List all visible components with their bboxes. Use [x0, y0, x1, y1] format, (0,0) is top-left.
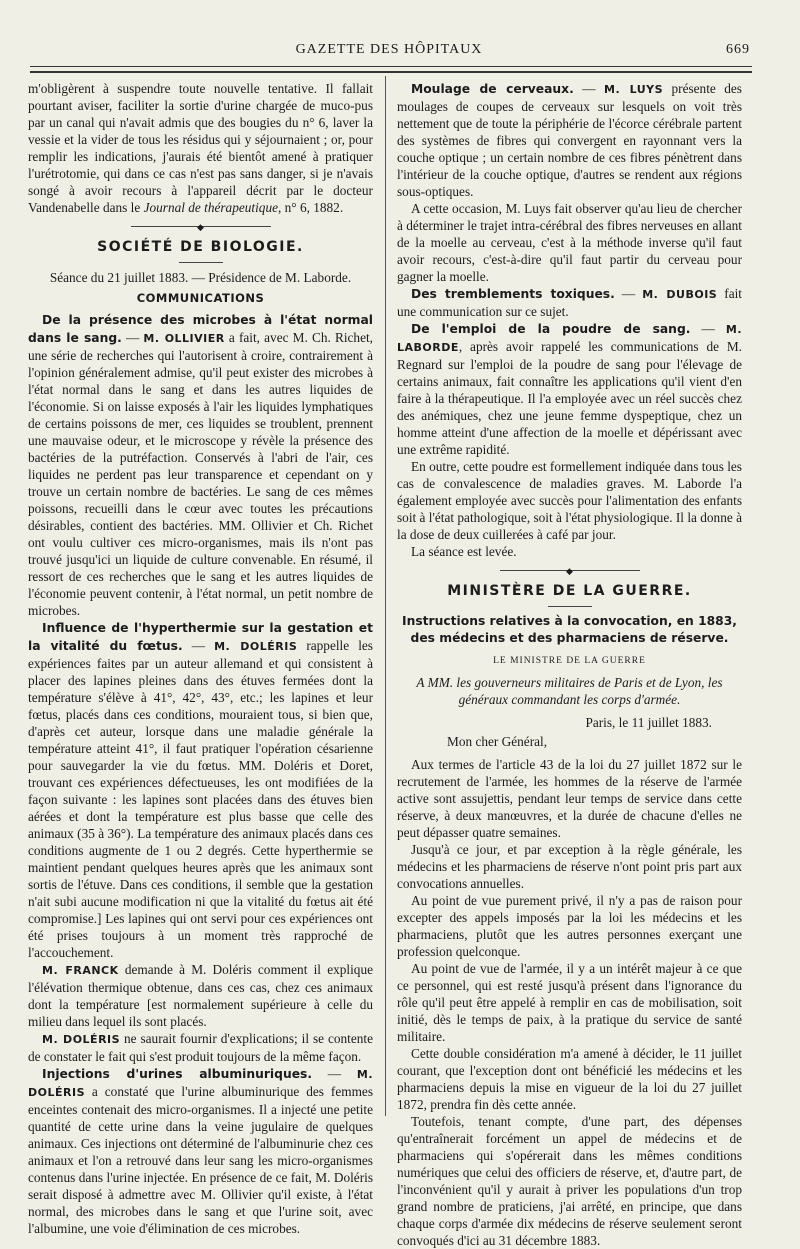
column-divider — [385, 76, 386, 1116]
paragraph: En outre, cette poudre est formellement indiquée dans tous les cas de convalescence de maladies graves. M. Laborde l'a également employée avec succès pour l'alimentation des enfants soit à l'état pathologique, soit à l'état physiologique. Il la donne à la dose de deux cuillerées à café par jour. — [397, 459, 742, 542]
paragraph: Cette double considération m'a amené à décider, le 11 juillet courant, que l'exception dont ont bénéficié les médecins et les pharmaciens depuis la mise en vigueur de la loi du 27 juillet 1872, prendra fin dès cette année. — [397, 1046, 742, 1112]
paragraph: A cette occasion, M. Luys fait observer qu'au lieu de chercher à déterminer le trajet intra-cérébral des fibres nerveuses en allant de la moelle au cerveau, c'est à la méthode inverse qu'il faut avoir recours, c'est-à-dire qu'il faut partir du cerveau pour gagner la moelle. — [397, 201, 742, 284]
paragraph: Toutefois, tenant compte, d'une part, des dépenses qu'entraînerait forcément un appel de médecins et de pharmaciens qui s'opérerait dans les mêmes conditions numériques que celui des officiers de réserve, et, d'autre part, de l'inconvénient qu'il y aurait à priver les populations d'un trop grand nombre de praticiens, j'ai arrêté, en principe, que dans chaque corps d'armée dix médecins de réserve seulement seront convoqués d'ici au 31 décembre 1883. — [397, 1114, 742, 1248]
header-rule — [30, 66, 752, 73]
paragraph: Au point de vue de l'armée, il y a un intérêt majeur à ce que ce personnel, qui est resté jusqu'à présent dans l'ignorance du rôle qu'il peut être appelé à remplir en cas de mobilisation, soit initié, dès le temps de paix, à la pratique du service de santé militaire. — [397, 961, 742, 1044]
paragraph: Injections d'urines albuminuriques. — M. DOLÉRIS a constaté que l'urine albuminurique des femmes enceintes contenait des micro-organismes. Il a injecté une petite quantité de cette urine dans la veine jugulaire de quelques animaux. Ces injections ont déterminé de l'albuminurie chez ces animaux et l'on a retrouvé dans leur sang les micro-organismes contenus dans l'urine injectée. En présence de ce fait, M. Doléris serait disposé à admettre avec M. Ollivier qu'il existe, à l'état normal, des microbes dans le sang et que l'urine soit, avec l'albumine, une voie d'élimination de ces microbes. — [28, 1066, 373, 1236]
item-title: Moulage de cerveaux. — [411, 82, 574, 96]
minister-line: LE MINISTRE DE LA GUERRE — [493, 656, 646, 666]
paragraph: Moulage de cerveaux. — M. LUYS présente des moulages de coupes de cerveaux sur lesquels on voit très nettement que de toute la périphérie de l'écorce cérébrale partent des systèmes de fibres qui convergent en rayonnant vers la couche optique ; un certain nombre de ces fibres pénètrent dans l'intérieur de la couche optique, d'autres se rendent aux régions sous-optiques. — [397, 81, 742, 199]
subhead-communications: COMMUNICATIONS — [136, 291, 265, 305]
ornament-divider — [131, 226, 271, 227]
seance-line: Séance du 21 juillet 1883. — Présidence de M. Laborde. — [49, 270, 352, 285]
paragraph: Des tremblements toxiques. — M. DUBOIS fait une communication sur ce sujet. — [397, 286, 742, 319]
section-title-societe-biologie: SOCIÉTÉ DE BIOLOGIE. — [97, 239, 304, 255]
dateline: Paris, le 11 juillet 1883. — [585, 715, 712, 730]
closing-line: La séance est levée. — [411, 544, 517, 559]
addressee: A MM. les gouverneurs militaires de Paris et de Lyon, les généraux commandant les corps d'armée. — [416, 675, 723, 707]
paragraph: M. DOLÉRIS ne saurait fournir d'explications; il se contente de constater le fait qui s'est produit toujours de la même façon. — [28, 1031, 373, 1064]
short-rule — [179, 262, 223, 263]
item-title: De l'emploi de la poudre de sang. — [411, 322, 691, 336]
section-title-ministere: MINISTÈRE DE LA GUERRE. — [447, 583, 692, 599]
paragraph: Influence de l'hyperthermie sur la gestation et la vitalité du fœtus. — M. DOLÉRIS rappelle les expériences faites par un auteur allemand et qui consistent à placer des lapines pleines dans des étuves fermées dont la température s'élève à 41°, 42°, 43°, etc.; les lapines et leur fœtus, placés dans ces conditions, mouraient tous, si bien que, d'après cet auteur, lorsque dans une maladie générale la température atteint 41°, il faut pratiquer l'opération césarienne pour sauvegarder la vie du fœtus. MM. Doléris et Doret, trouvant ces expériences défectueuses, les ont modifiées de la façon suivante : les lapines sont placées dans des étuves bien aérées et dont la température est plus basse que celle des animaux (35 à 36°). La température des animaux placés dans ces conditions augmente de 1 ou 2 degrés. Cette hyperthermie se maintient pendant quelques heures après que les animaux sont sortis de l'étuve. Dans ces conditions, il semble que la gestation n'ait subi aucune modification ni que la vitalité du fœtus ait été compromise.] Les lapines qui ont servi pour ces expériences ont été prises toujours à un moment très rapproché de l'accouchement. — [28, 621, 373, 960]
item-title: De la présence des microbes à l'état normal dans le sang. — [28, 313, 373, 345]
running-title: GAZETTE DES HÔPITAUX — [295, 42, 483, 57]
right-column — [397, 80, 742, 1249]
paragraph: Au point de vue purement privé, il n'y a pas de raison pour excepter des appels imposés par la loi les médecins et les pharmaciens, plutôt que les autres personnes exerçant une profession quelconque. — [397, 893, 742, 959]
item-title: Influence de l'hyperthermie sur la gestation et la vitalité du fœtus. — [28, 621, 373, 653]
left-column — [28, 80, 373, 1237]
page-header — [28, 40, 750, 62]
paragraph: De l'emploi de la poudre de sang. — M. LABORDE, après avoir rappelé les communications de M. Regnard sur l'emploi de la poudre de sang pour l'élevage de certains animaux, fait connaître les applications qu'il vient d'en faire à la thérapeutique. Il l'a employée avec un réel succès chez des anémiques, chez une jeune femme dyspeptique, chez un homme atteint d'une affection de la moelle et dépérissant avec une extrême rapidité. — [397, 321, 742, 457]
paragraph: m'obligèrent à suspendre toute nouvelle tentative. Il fallait pourtant aviser, faciliter la sortie d'urine chargée de muco-pus par un canal qui n'avait admis que des bougies du n° 6, laver la vessie et la vider de tous les résidus qui y séjournaient ; or, pour remplir les indications, j'aurais été bientôt amené à pratiquer l'urétrotomie, qui dans ce cas n'est pas sans danger, si je n'avais songé à avoir recours à l'appareil décrit par le docteur Vandenabelle dans le Journal de thérapeutique, n° 6, 1882. — [28, 81, 373, 215]
ornament-divider — [500, 570, 640, 571]
paragraph: Jusqu'à ce jour, et par exception à la règle générale, les médecins et les pharmaciens de réserve n'ont point pris part aux convocations annuelles. — [397, 842, 742, 891]
page-number: 669 — [726, 42, 750, 57]
salutation: Mon cher Général, — [447, 734, 548, 749]
paragraph: De la présence des microbes à l'état normal dans le sang. — M. OLLIVIER a fait, avec M. Ch. Richet, une série de recherches qui l'autorisent à croire, contrairement à l'opinion généralement admise, qu'il peut exister des microbes à l'état normal dans le sang et dans les autres liquides de l'économie. Si on laisse exposés à l'air les liquides lymphatiques de certains poissons de mer, ces liquides se troublent, prennent une mauvaise odeur, et le microscope y révèle la présence des bactéries de la putréfaction. Conservés à l'abri de l'air, ces liquides ne perdent pas leur transparence et cependant on y trouve un certain nombre de bactéries. Le sang de ces mêmes poissons, recueilli dans le cœur avec toutes les précautions désirables, contient des bactéries. MM. Ollivier et Ch. Richet ont voulu cultiver ces micro-organismes, mais ils n'ont pas trouvé jusqu'ici un liquide de culture convenable. En résumé, il ressort de ces recherches que le sang et les autres liquides de l'économie peuvent contenir, à l'état normal, un petit nombre de microbes. — [28, 313, 373, 618]
item-title: Des tremblements toxiques. — [411, 287, 615, 301]
paragraph: M. FRANCK demande à M. Doléris comment il explique l'élévation thermique obtenue, dans ces cas, chez ces animaux dont la température [est normalement supérieure à celle du milieu dans lequel ils sont placés. — [28, 962, 373, 1029]
instructions-title: Instructions relatives à la convocation, en 1883, des médecins et des pharmaciens de réserve. — [402, 614, 737, 645]
item-title: Injections d'urines albuminuriques. — [42, 1067, 313, 1081]
paragraph: Aux termes de l'article 43 de la loi du 27 juillet 1872 sur le recrutement de l'armée, les hommes de la réserve de l'armée active sont assujettis, pendant leur temps de service dans cette réserve, à deux manœuvres, et la durée de chacune d'elles ne peut dépasser quatre semaines. — [397, 757, 742, 840]
short-rule — [548, 606, 592, 607]
